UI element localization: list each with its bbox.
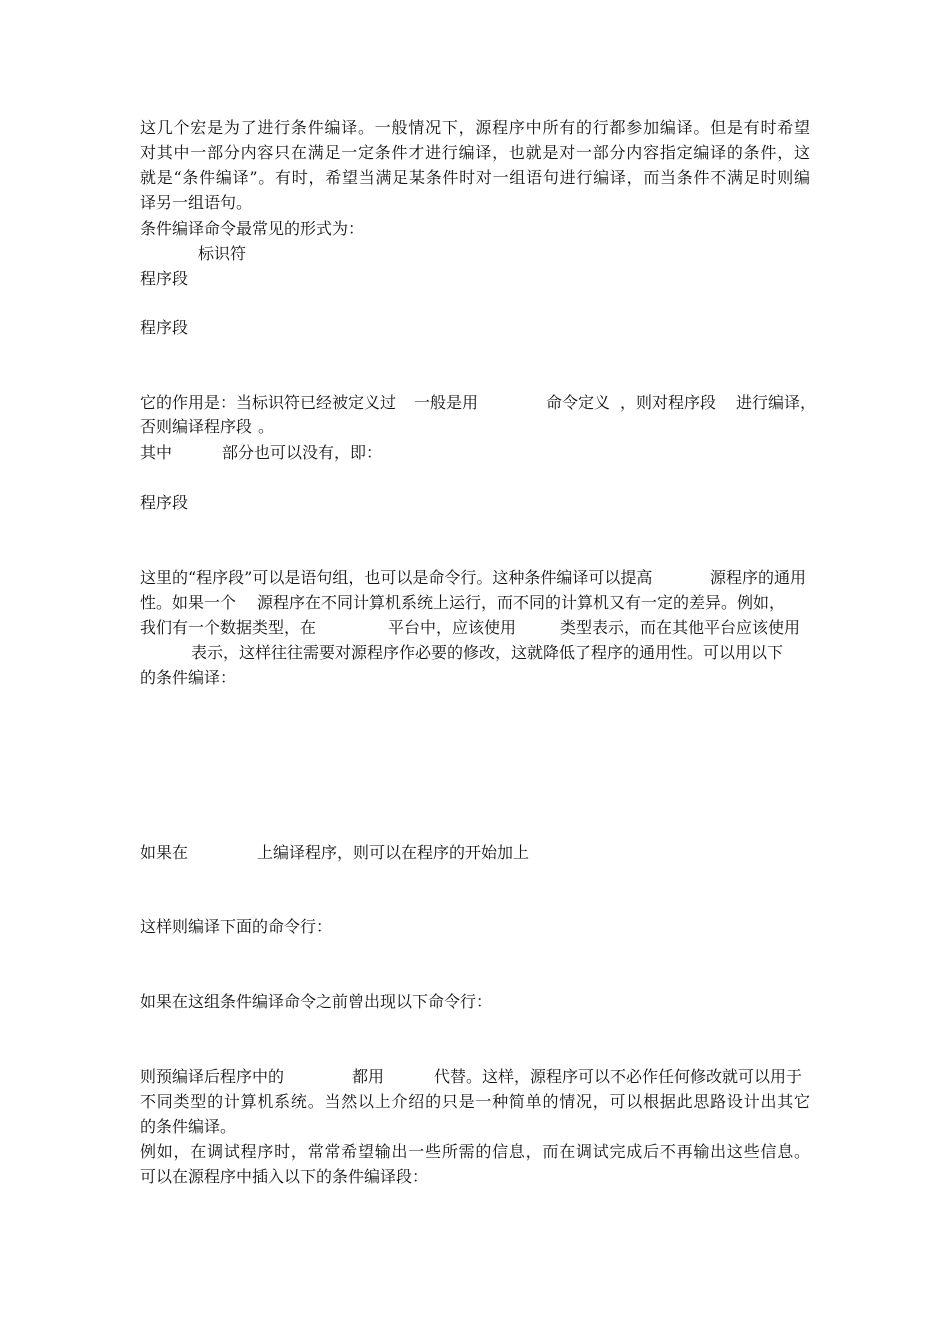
text-fragment: 都用 [352, 1067, 385, 1086]
text-fragment: 性。如果一个 [140, 593, 237, 612]
text-fragment: 源程序在不同计算机系统上运行，而不同的计算机又有一定的差异。例如， [257, 593, 786, 612]
program-segment-label: 程序段 [140, 493, 189, 512]
text-fragment: 其中 [140, 443, 173, 462]
text-fragment: 我们有一个数据类型，在 [140, 618, 317, 637]
paragraph-line: 不同类型的计算机系统。当然以上介绍的只是一种简单的情况，可以根据此思路设计出其它 [140, 1092, 810, 1111]
text-fragment: 源程序的通用 [710, 568, 807, 587]
paragraph-line: 如果在这组条件编译命令之前曾出现以下命令行： [140, 992, 493, 1011]
text-fragment: 表示，这样往往需要对源程序作必要的修改，这就降低了程序的通用性。可以用以下 [191, 643, 784, 662]
paragraph-line: 这几个宏是为了进行条件编译。一般情况下，源程序中所有的行都参加编译。但是有时希望 [140, 118, 810, 137]
text-fragment: 则预编译后程序中的 [140, 1067, 285, 1086]
paragraph-line: 对其中一部分内容只在满足一定条件才进行编译，也就是对一部分内容指定编译的条件，这 [140, 143, 810, 162]
paragraph-line: 可以在源程序中插入以下的条件编译段： [140, 1167, 429, 1186]
text-fragment: 类型表示，而在其他平台应该使用 [560, 618, 801, 637]
text-fragment: 否则编译程序段 [140, 417, 253, 436]
paragraph-line: 译另一组语句。 [140, 193, 253, 212]
text-fragment: 命令定义 [546, 393, 611, 412]
text-fragment: 代替。这样，源程序可以不必作任何修改就可以用于 [434, 1067, 803, 1086]
paragraph-line: 条件编译命令最常见的形式为： [140, 219, 365, 238]
text-fragment: 这里的“程序段”可以是语句组，也可以是命令行。这种条件编译可以提高 [140, 568, 653, 587]
text-fragment: 它的作用是：当标识符已经被定义过 [140, 393, 397, 412]
text-fragment: 进行编译， [736, 393, 817, 412]
text-fragment: 一般是用 [414, 393, 479, 412]
text-fragment: 上编译程序，则可以在程序的开始加上 [257, 843, 530, 862]
identifier-label: 标识符 [198, 244, 247, 263]
paragraph-line: 例如，在调试程序时，常常希望输出一些所需的信息，而在调试完成后不再输出这些信息。 [140, 1142, 810, 1161]
paragraph-line: 就是“条件编译”。有时，希望当满足某条件时对一组语句进行编译，而当条件不满足时则编 [140, 168, 810, 187]
text-fragment: ，则对程序段 [620, 393, 717, 412]
text-fragment: 平台中，应该使用 [388, 618, 517, 637]
text-fragment: 。 [258, 417, 275, 436]
paragraph-line: 的条件编译： [140, 668, 237, 687]
paragraph-line: 的条件编译。 [140, 1117, 237, 1136]
program-segment-label: 程序段 [140, 269, 189, 288]
paragraph-line: 这样则编译下面的命令行： [140, 917, 333, 936]
program-segment-label: 程序段 [140, 318, 189, 337]
text-fragment: 如果在 [140, 843, 189, 862]
text-fragment: 部分也可以没有，即： [222, 443, 383, 462]
